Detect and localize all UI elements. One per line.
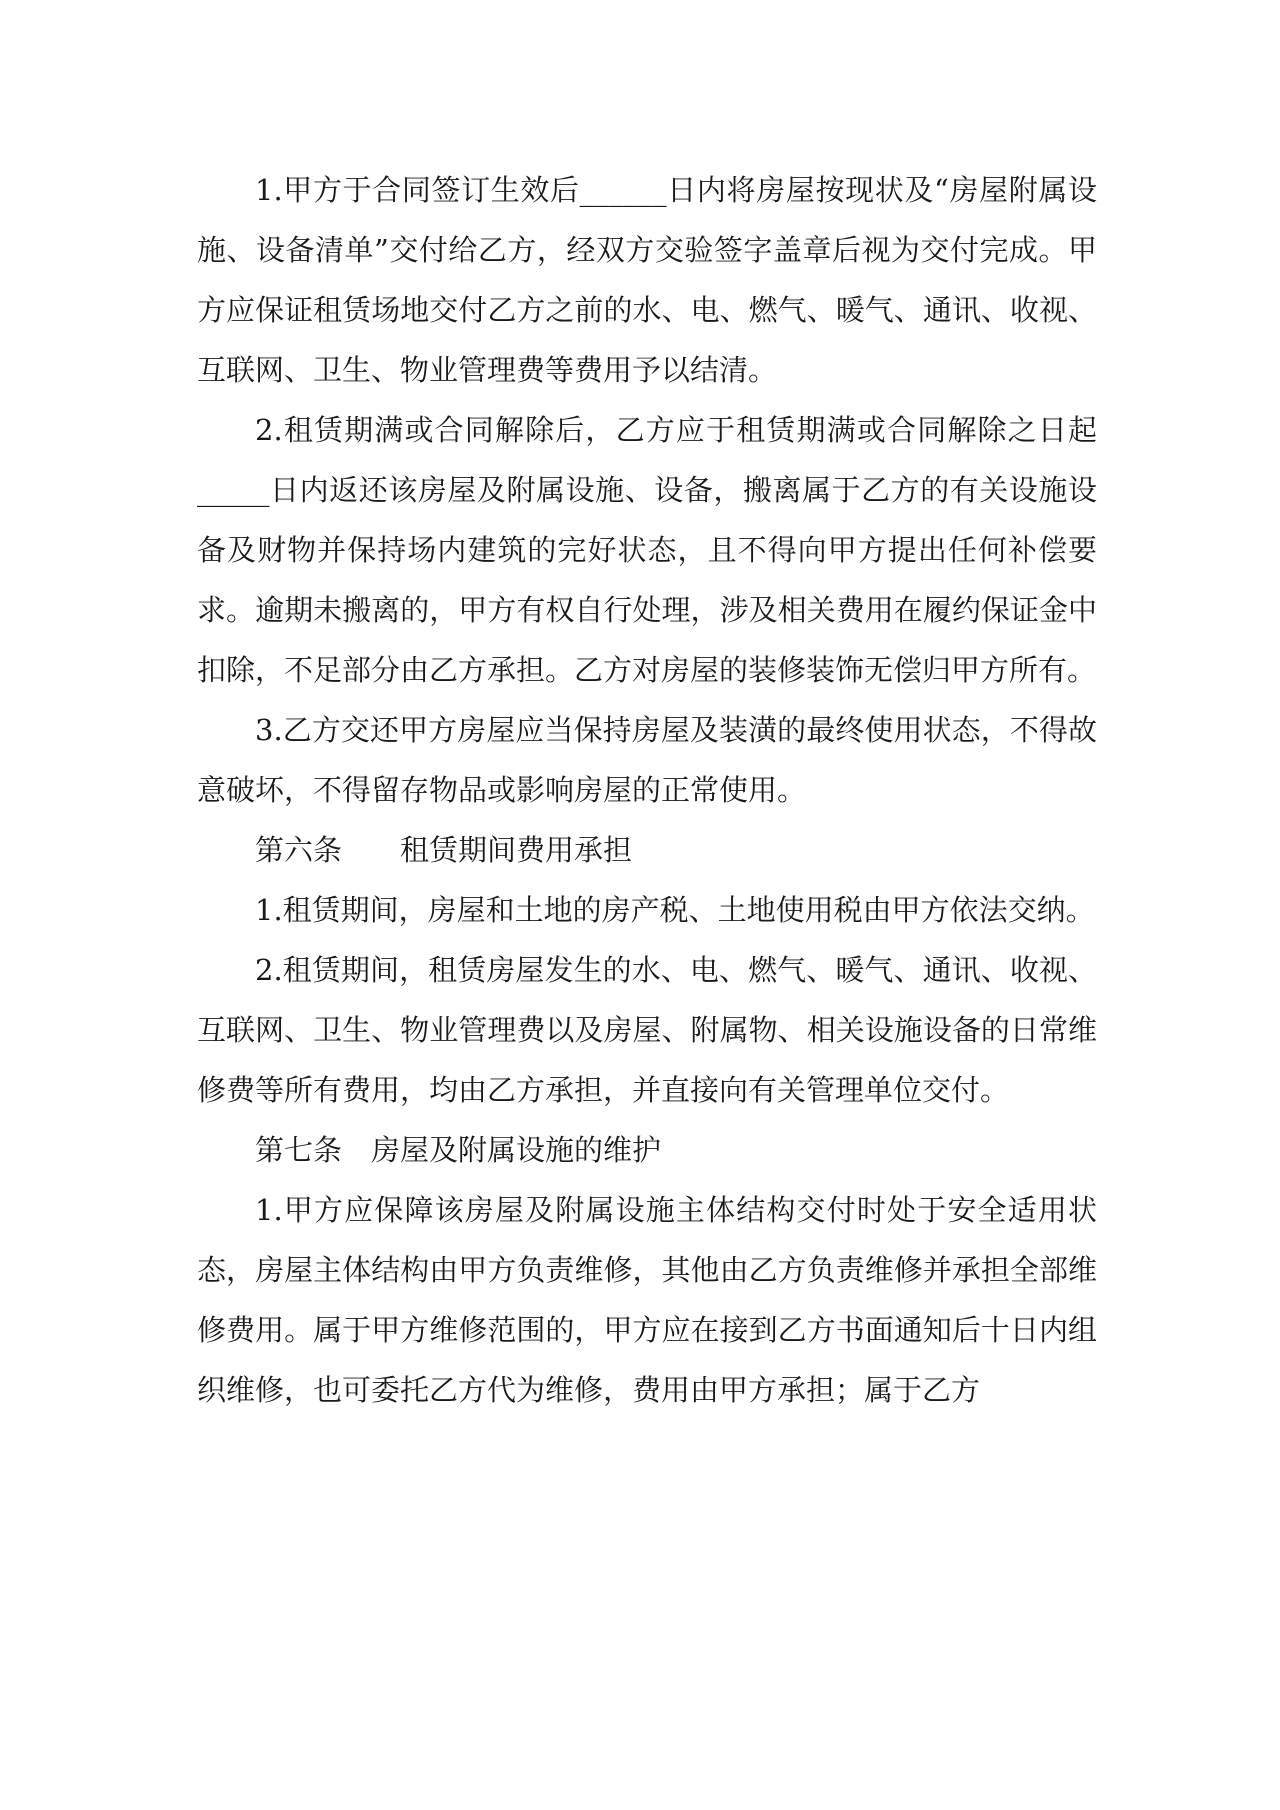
document-body <box>197 160 1097 1420</box>
article-6-clause-2: 2.租赁期间，租赁房屋发生的水、电、燃气、暖气、通讯、收视、互联网、卫生、物业管理费以及房屋、附属物、相关设施设备的日常维修费等所有费用，均由乙方承担，并直接向有关管理单位交付。 <box>197 953 1097 1107</box>
article-6-heading: 第六条 租赁期间费用承担 <box>255 833 633 867</box>
article-7-heading: 第七条 房屋及附属设施的维护 <box>255 1133 662 1167</box>
clause-return-premises: 2.租赁期满或合同解除后，乙方应于租赁期满或合同解除之日起_____日内返还该房屋及附属设施、设备，搬离属于乙方的有关设施设备及财物并保持场内建筑的完好状态，且不得向甲方提出任何补偿要求。逾期未搬离的，甲方有权自行处理，涉及相关费用在履约保证金中扣除，不足部分由乙方承担。乙方对房屋的装修装饰无偿归甲方所有。 <box>197 413 1097 687</box>
clause-return-condition: 3.乙方交还甲方房屋应当保持房屋及装潢的最终使用状态，不得故意破坏，不得留存物品或影响房屋的正常使用。 <box>197 713 1097 807</box>
article-6-clause-1: 1.租赁期间，房屋和土地的房产税、土地使用税由甲方依法交纳。 <box>255 893 1095 927</box>
clause-delivery-handover: 1.甲方于合同签订生效后______日内将房屋按现状及“房屋附属设施、设备清单”交付给乙方，经双方交验签字盖章后视为交付完成。甲方应保证租赁场地交付乙方之前的水、电、燃气、暖气、通讯、收视、互联网、卫生、物业管理费等费用予以结清。 <box>197 173 1097 387</box>
article-7-clause-1: 1.甲方应保障该房屋及附属设施主体结构交付时处于安全适用状态，房屋主体结构由甲方负责维修，其他由乙方负责维修并承担全部维修费用。属于甲方维修范围的，甲方应在接到乙方书面通知后十日内组织维修，也可委托乙方代为维修，费用由甲方承担；属于乙方 <box>197 1193 1097 1407</box>
